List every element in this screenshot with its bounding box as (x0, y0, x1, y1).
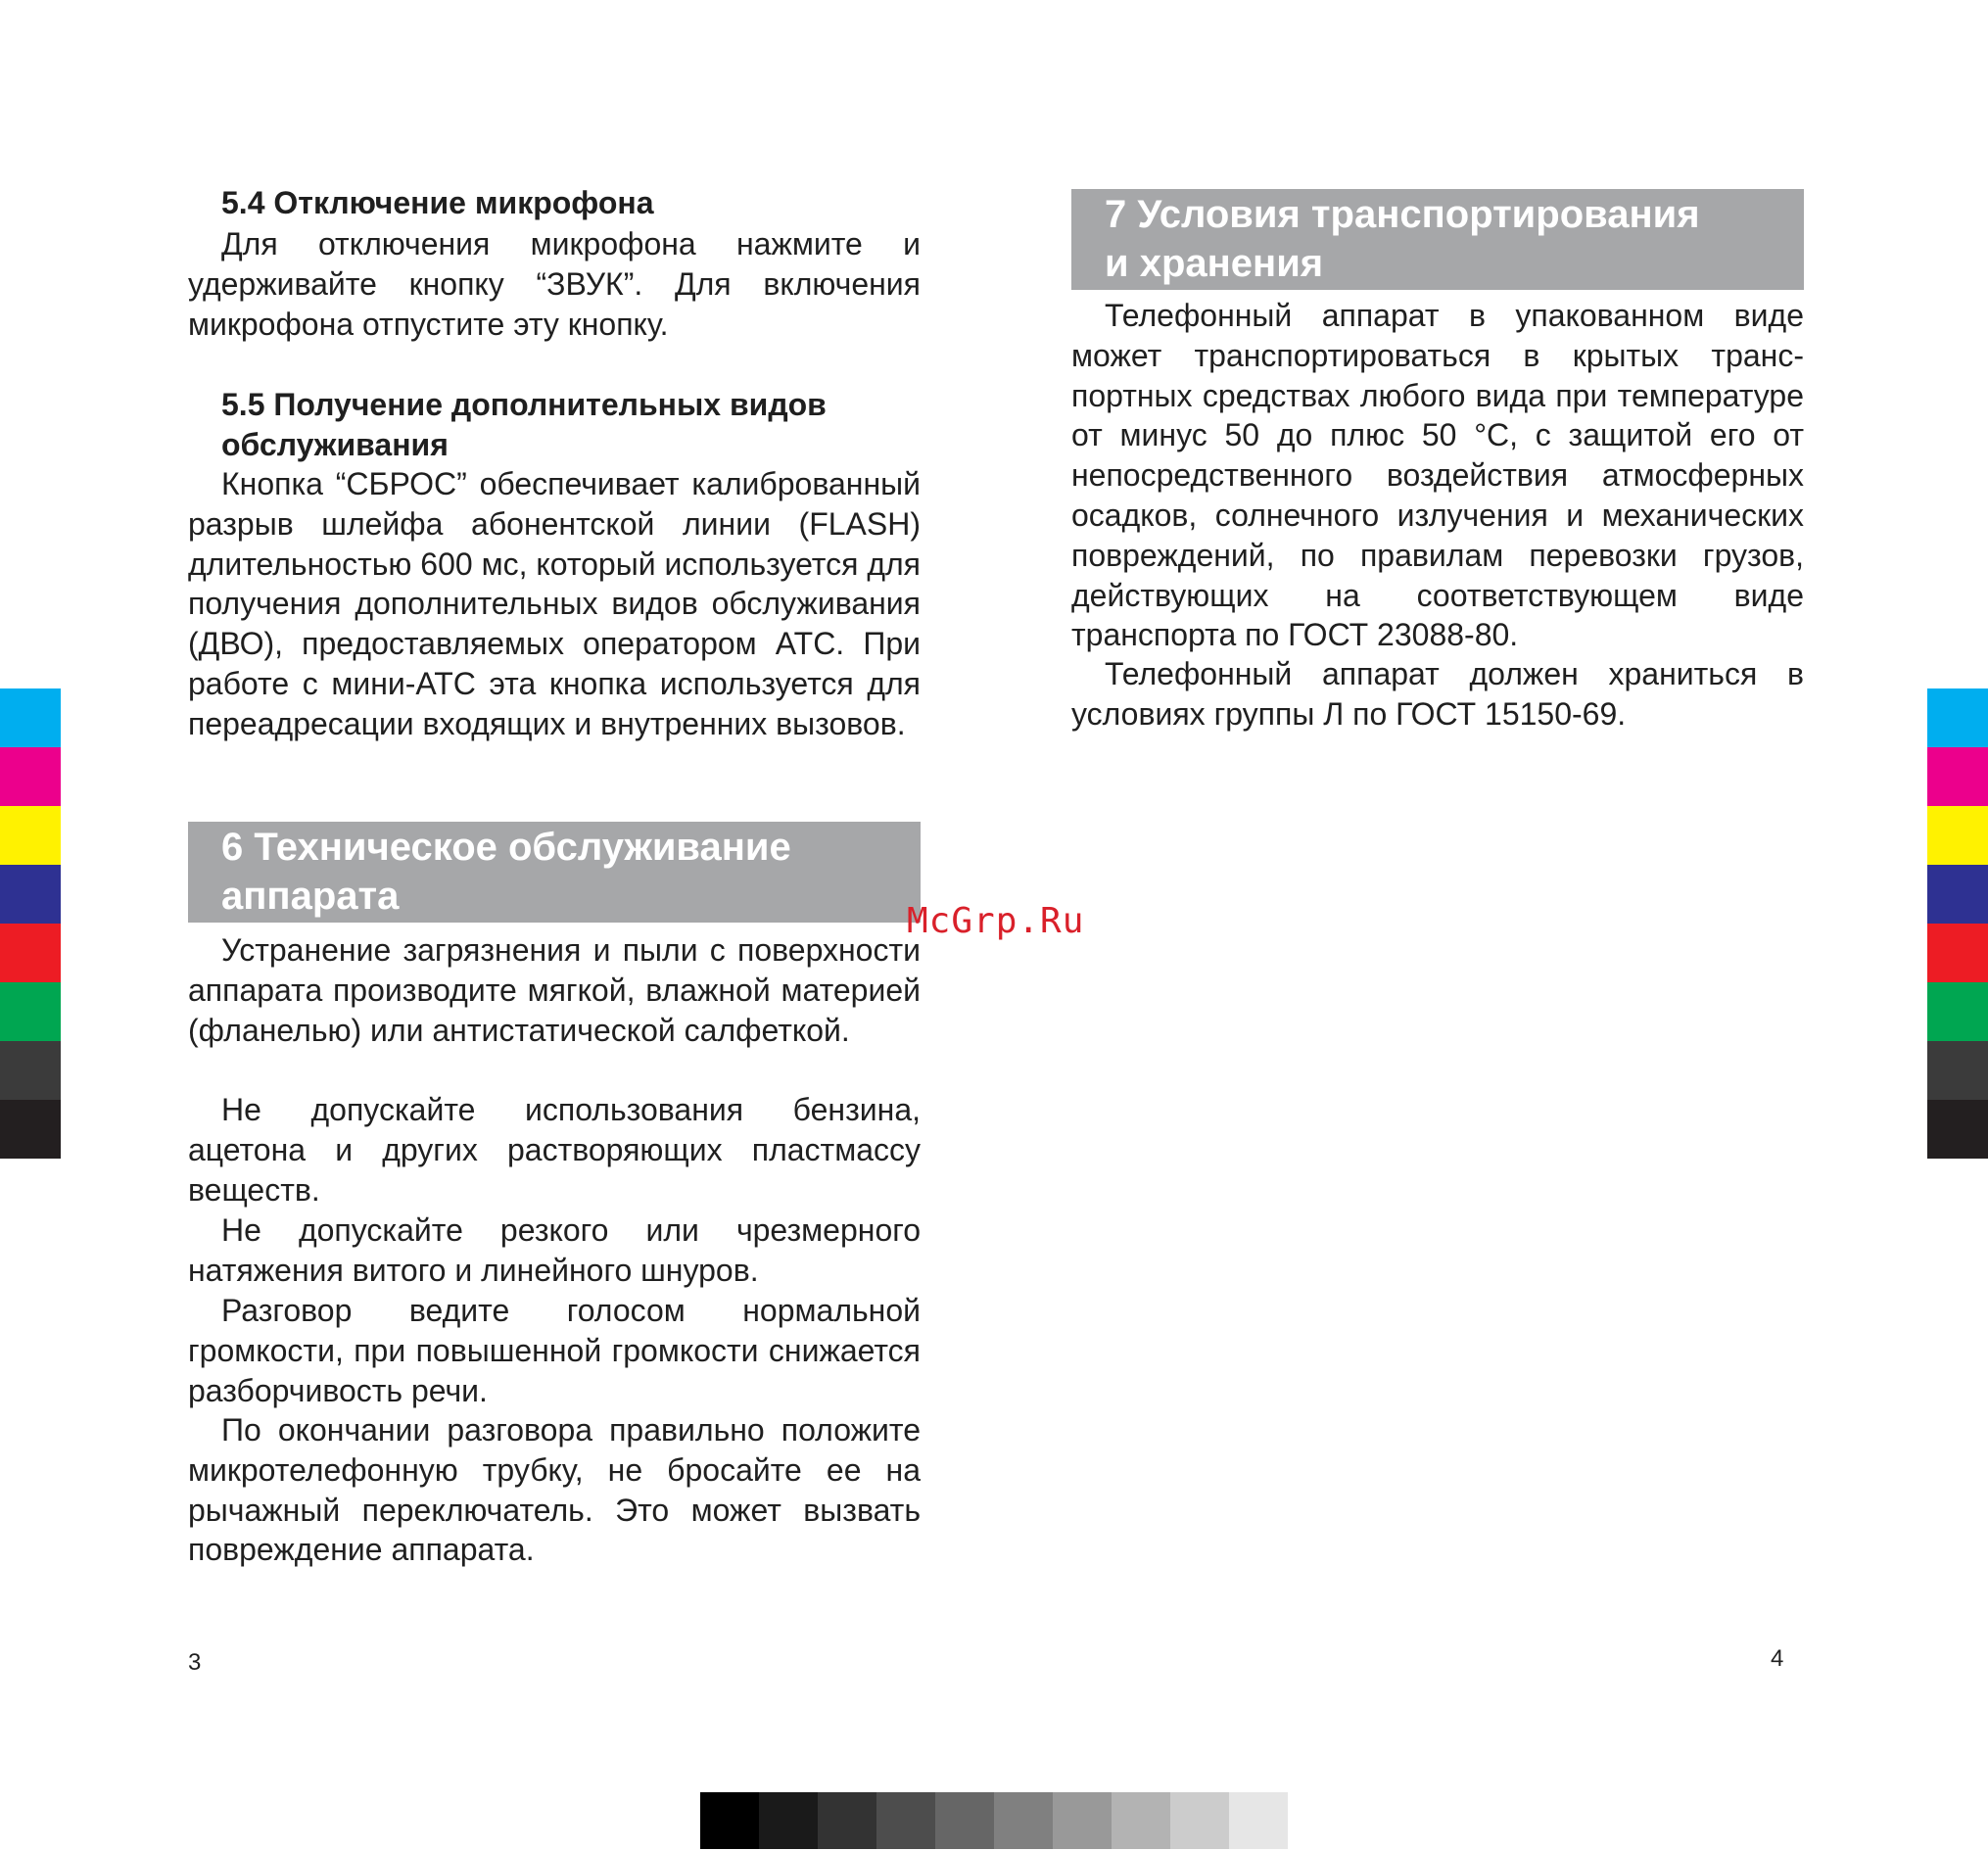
page-number-left: 3 (188, 1649, 202, 1676)
section-7-title-line1: 7 Условия транспортирования (1105, 193, 1700, 236)
gray-swatch (935, 1792, 994, 1849)
section-7-title-line2: и хранения (1105, 242, 1324, 285)
gray-swatch (1053, 1792, 1112, 1849)
gray-swatch (818, 1792, 876, 1849)
gray-swatch (759, 1792, 818, 1849)
section-5-5-title-line2: обслуживания (221, 427, 449, 462)
color-swatch (1927, 982, 1988, 1041)
color-swatch (1927, 865, 1988, 924)
section-6-paragraph-3: Не допускайте резкого или чрезмерного натяжения витого и линейного шнуров. (188, 1212, 921, 1288)
section-7-heading (1071, 189, 1804, 290)
section-6-paragraph-5: По окончании разговора правильно положите микротелефонную трубку, не бросайте ее на рычажный переключатель. Это может вызвать повреждение аппарата. (188, 1412, 921, 1568)
color-swatch (1927, 747, 1988, 806)
gray-swatch (994, 1792, 1053, 1849)
gray-swatch (1112, 1792, 1170, 1849)
color-swatch (0, 688, 61, 747)
color-swatch (1927, 688, 1988, 747)
section-6-paragraph-4: Разговор ведите голосом нормальной громкости, при повышенной громкости снижается разборчивость речи. (188, 1293, 921, 1408)
section-6-title-line2: аппарата (221, 875, 400, 918)
color-swatch (0, 982, 61, 1041)
color-swatch (0, 1100, 61, 1159)
watermark-text: McGrp.Ru (907, 901, 1085, 941)
color-swatch (1927, 1100, 1988, 1159)
section-5-5-paragraph: Кнопка “СБРОС” обеспечивает калиброванный разрыв шлейфа абонентской линии (FLASH) длительностью 600 мс, который используется для получения дополнительных видов обслуживания (ДВО), предоставляемых оператором АТС. При работе с мини-АТС эта кнопка используется для переадресации входящих и внутренних вызовов. (188, 466, 921, 741)
color-swatch (1927, 1041, 1988, 1100)
color-swatch (0, 924, 61, 982)
gray-ramp-bar (700, 1792, 1288, 1849)
section-5-4-title: 5.4 Отключение микрофона (221, 185, 654, 220)
color-swatch (1927, 924, 1988, 982)
gray-swatch (700, 1792, 759, 1849)
section-6-paragraph-2: Не допускайте использования бензина, ацетона и других растворяющих пластмассу веществ. (188, 1092, 921, 1208)
page-number-right: 4 (1771, 1645, 1784, 1672)
section-6-heading (188, 822, 921, 923)
gray-swatch (876, 1792, 935, 1849)
section-6-paragraph-1: Устранение загрязнения и пыли с поверхности аппарата производите мягкой, влажной материей (фланелью) или антистатической салфеткой. (188, 932, 921, 1048)
section-6-title-line1: 6 Техническое обслуживание (221, 826, 791, 869)
section-5-4-paragraph: Для отключения микрофона нажмите и удерживайте кнопку “ЗВУК”. Для включения микрофона отпустите эту кнопку. (188, 226, 921, 342)
section-7-paragraph-1: Телефонный аппарат в упакованном виде может транспортироваться в крытых транспортных средствах любого вида при температуре от минус 50 до плюс 50 °С, с защитой его от непосредственного воздействия атмосферных осадков, солнечного излучения и механических повреждений, по правилам перевозки грузов, действующих на соответствующем виде транспорта по ГОСТ 23088-80. (1071, 298, 1804, 653)
color-swatch (0, 865, 61, 924)
color-swatch (1927, 806, 1988, 865)
color-registration-bar-right (1927, 688, 1988, 1159)
color-registration-bar-left (0, 688, 61, 1159)
color-swatch (0, 1041, 61, 1100)
color-swatch (0, 806, 61, 865)
section-5-5-title-line1: 5.5 Получение дополнительных видов (221, 387, 827, 422)
gray-swatch (1170, 1792, 1229, 1849)
color-swatch (0, 747, 61, 806)
section-7-paragraph-2: Телефонный аппарат должен храниться в условиях группы Л по ГОСТ 15150-69. (1071, 656, 1804, 732)
gray-swatch (1229, 1792, 1288, 1849)
